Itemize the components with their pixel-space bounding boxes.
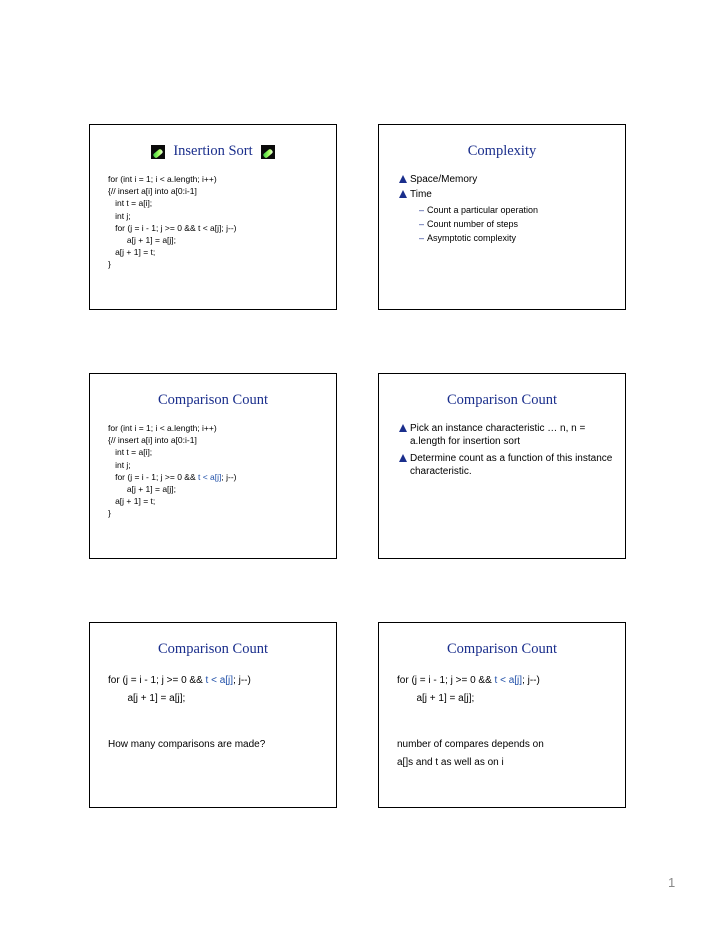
sub-bullet: – Count number of steps xyxy=(419,219,519,229)
loop-line: for (j = i - 1; j >= 0 && t < a[j]; j--) xyxy=(397,675,540,686)
triangle-bullet-icon xyxy=(399,190,407,198)
slide-insertion-sort xyxy=(89,124,337,310)
code-block: for (int i = 1; i < a.length; i++) {// insert a[i] into a[0:i-1] int t = a[i]; int j; for (j = i - 1; j >= 0 && t < a[j]; j--) a[j + 1] = a[j]; a[j + 1] = t; } xyxy=(108,174,237,270)
slide-title: Insertion Sort xyxy=(90,143,336,160)
slide-comparison-count-1 xyxy=(89,373,337,559)
highlighted-comparison: t < a[j] xyxy=(494,675,523,686)
explanation-line-2: a[]s and t as well as on i xyxy=(397,757,504,768)
logo-icon xyxy=(261,145,275,159)
slide-title: Comparison Count xyxy=(447,392,557,408)
slide-title: Comparison Count xyxy=(158,641,268,657)
slide-title: Comparison Count xyxy=(447,641,557,657)
bullet-item: Determine count as a function of this instance characteristic. xyxy=(399,452,615,478)
logo-icon xyxy=(151,145,165,159)
slide-comparison-count-3 xyxy=(89,622,337,808)
bullet-item: Time xyxy=(399,188,615,201)
code-block: for (int i = 1; i < a.length; i++) {// insert a[i] into a[0:i-1] int t = a[i]; int j; for (j = i - 1; j >= 0 && t < a[j]; j--) a[j + 1] = a[j]; a[j + 1] = t; } xyxy=(108,423,237,519)
slide-title: Complexity xyxy=(467,143,537,159)
slide-comparison-count-2 xyxy=(378,373,626,559)
bullet-list xyxy=(399,173,615,245)
question-text: How many comparisons are made? xyxy=(108,739,266,750)
page-number: 1 xyxy=(668,875,676,890)
triangle-bullet-icon xyxy=(399,424,407,432)
triangle-bullet-icon xyxy=(399,454,407,462)
highlighted-comparison: t < a[j] xyxy=(198,471,222,482)
slide-title: Comparison Count xyxy=(158,392,268,408)
triangle-bullet-icon xyxy=(399,175,407,183)
sub-bullet: – Asymptotic complexity xyxy=(419,233,517,243)
bullet-item: Space/Memory xyxy=(399,173,615,186)
loop-body: a[j + 1] = a[j]; xyxy=(397,693,475,704)
loop-line: for (j = i - 1; j >= 0 && t < a[j]; j--) xyxy=(108,675,251,686)
bullet-item: Pick an instance characteristic … n, n = a.length for insertion sort xyxy=(399,422,615,448)
bullet-list xyxy=(399,422,615,480)
highlighted-comparison: t < a[j] xyxy=(205,675,234,686)
loop-body: a[j + 1] = a[j]; xyxy=(108,693,186,704)
slide-comparison-count-4 xyxy=(378,622,626,808)
explanation-line-1: number of compares depends on xyxy=(397,739,544,750)
slide-complexity xyxy=(378,124,626,310)
sub-bullet: – Count a particular operation xyxy=(419,205,539,215)
